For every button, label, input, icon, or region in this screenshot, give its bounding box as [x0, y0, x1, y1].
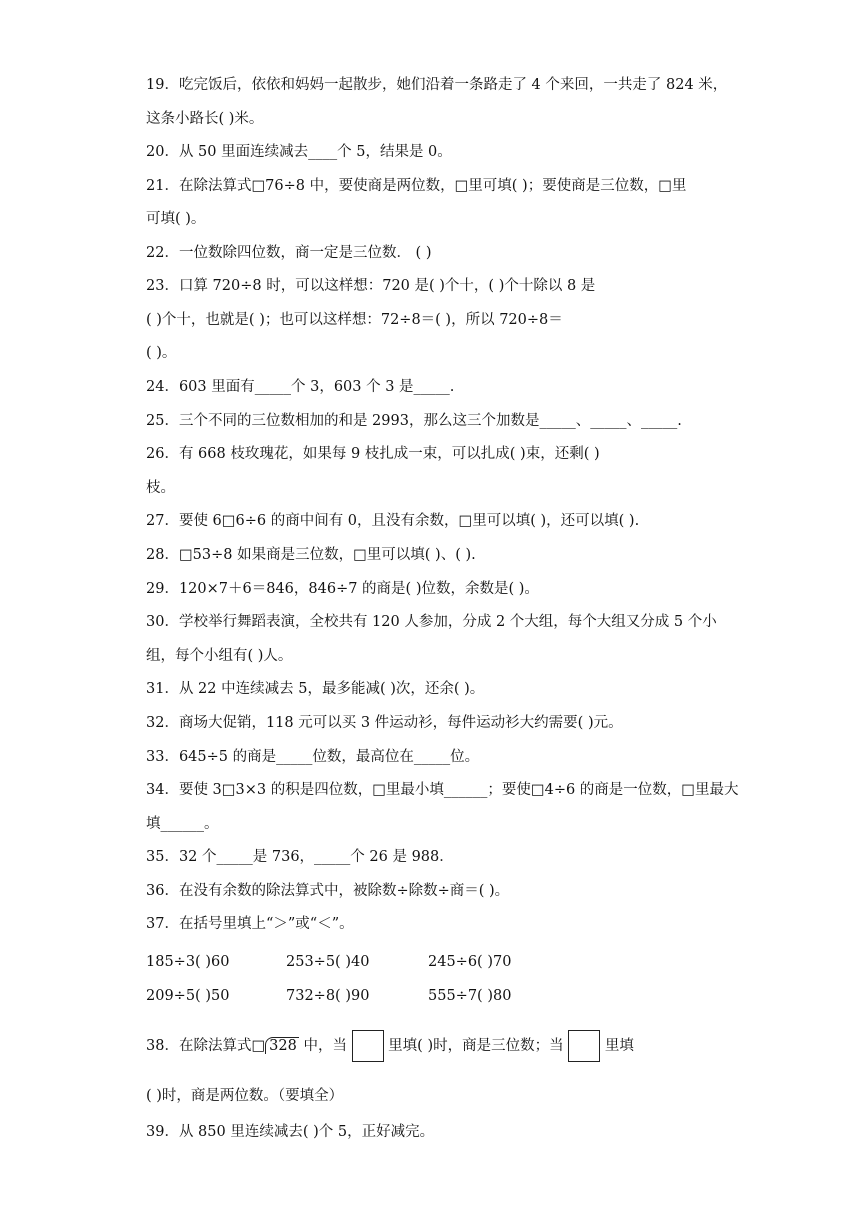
q23-line-3: ( )。 — [146, 345, 177, 361]
q30-line-2: 组，每个小组有( )人。 — [146, 648, 293, 664]
q26-line-1: 26．有 668 枝玫瑰花，如果每 9 枝扎成一束，可以扎成( )束，还剩( ) — [146, 446, 600, 462]
q32-line: 32．商场大促销，118 元可以买 3 件运动衫，每件运动衫大约需要( )元。 — [146, 715, 623, 731]
q38-prefix: 38．在除法算式□ — [146, 1038, 266, 1054]
q37-item: 732÷8( )90 — [286, 988, 370, 1004]
q38-mid-1: 中，当 — [298, 1038, 347, 1054]
q34-line-2: 填______。 — [146, 816, 219, 832]
q37-item: 555÷7( )80 — [428, 988, 512, 1004]
q37-item: 209÷5( )50 — [146, 988, 230, 1004]
q19-line-2: 这条小路长( )米。 — [146, 111, 264, 127]
q38-line-2: ( )时，商是两位数。（要填全） — [146, 1088, 344, 1104]
q29-line: 29．120×7＋6＝846，846÷7 的商是( )位数，余数是( )。 — [146, 581, 539, 597]
q38-mid-3: 里填 — [604, 1038, 634, 1054]
q26-line-2: 枝。 — [146, 480, 175, 496]
q33-line: 33．645÷5 的商是_____位数，最高位在_____位。 — [146, 749, 480, 765]
q24-line: 24．603 里面有_____个 3，603 个 3 是_____. — [146, 379, 455, 395]
q23-line-2: ( )个十，也就是( )；也可以这样想：72÷8＝( )，所以 720÷8＝ — [146, 312, 563, 328]
q31-line: 31．从 22 中连续减去 5，最多能减( )次，还余( )。 — [146, 681, 485, 697]
q21-line-2: 可填( )。 — [146, 211, 206, 227]
q22-line: 22．一位数除四位数，商一定是三位数． ( ) — [146, 245, 432, 261]
q38-line-1 — [146, 1029, 634, 1063]
q38-dividend: 328 — [269, 1038, 297, 1054]
q28-line: 28．□53÷8 如果商是三位数，□里可以填( )、( ). — [146, 547, 476, 563]
answer-box[interactable] — [352, 1030, 384, 1062]
q30-line-1: 30．学校举行舞蹈表演，全校共有 120 人参加，分成 2 个大组，每个大组又分成 5 个小 — [146, 614, 717, 630]
q20-line: 20．从 50 里面连续减去____个 5，结果是 0。 — [146, 144, 452, 160]
q37-item: 185÷3( )60 — [146, 954, 230, 970]
q37-item: 245÷6( )70 — [428, 954, 512, 970]
q34-line-1: 34．要使 3□3×3 的积是四位数，□里最小填______；要使□4÷6 的商是一位数，□里最大 — [146, 782, 739, 798]
long-division-bracket — [265, 1037, 299, 1054]
q19-line-1: 19．吃完饭后，依依和妈妈一起散步，她们沿着一条路走了 4 个来回，一共走了 824 米， — [146, 77, 728, 93]
q25-line: 25．三个不同的三位数相加的和是 2993，那么这三个加数是_____、_____、_____. — [146, 413, 682, 429]
q27-line: 27．要使 6□6÷6 的商中间有 0，且没有余数，□里可以填( )，还可以填( ). — [146, 513, 640, 529]
q36-line: 36．在没有余数的除法算式中，被除数÷除数÷商＝( )。 — [146, 883, 510, 899]
q21-line-1: 21．在除法算式□76÷8 中，要使商是两位数，□里可填( )；要使商是三位数，□里 — [146, 178, 687, 194]
q38-mid-2: 里填( )时，商是三位数；当 — [388, 1038, 564, 1054]
q39-line: 39．从 850 里连续减去( )个 5，正好减完。 — [146, 1124, 435, 1140]
q37-item: 253÷5( )40 — [286, 954, 370, 970]
answer-box[interactable] — [568, 1030, 600, 1062]
q37-line: 37．在括号里填上“＞”或“＜”。 — [146, 916, 354, 932]
q35-line: 35．32 个_____是 736，_____个 26 是 988． — [146, 849, 454, 865]
q23-line-1: 23．口算 720÷8 时，可以这样想：720 是( )个十，( )个十除以 8 是 — [146, 278, 596, 294]
